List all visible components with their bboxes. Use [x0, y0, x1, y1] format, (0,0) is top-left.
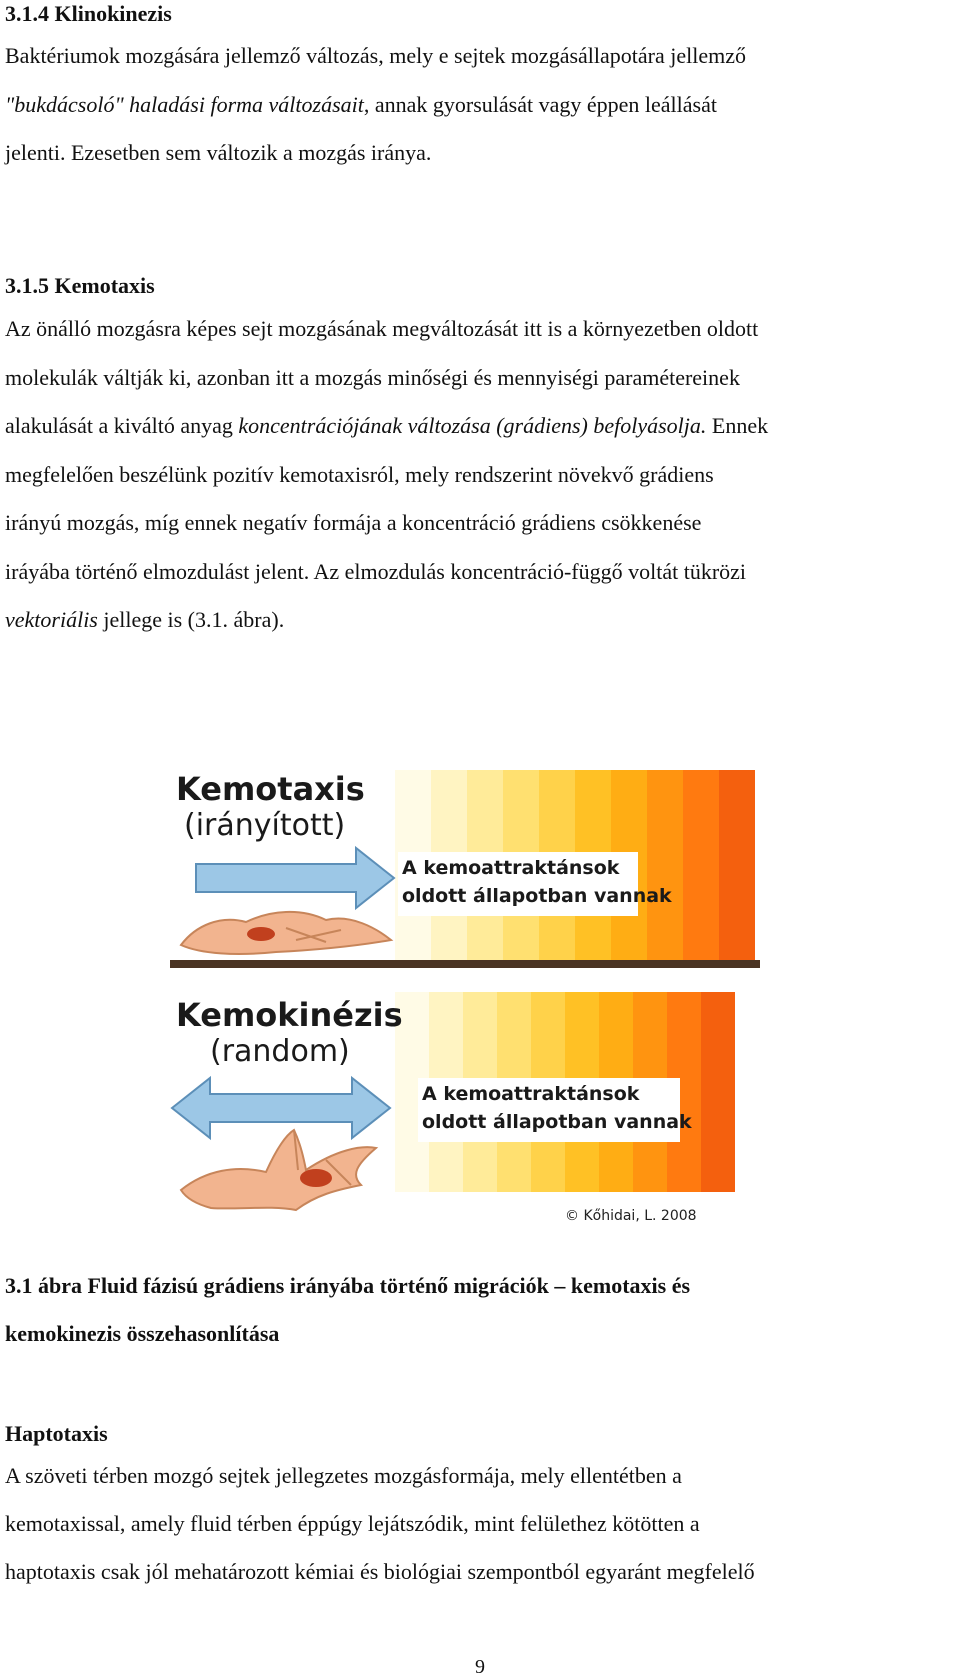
- surface-line: [170, 960, 760, 968]
- gradient-stripe: [719, 770, 755, 965]
- figure-subtitle: (random): [210, 1034, 350, 1069]
- paragraph-kemotaxis: [5, 305, 957, 645]
- figure-kemotaxis-kemokinezis: [170, 760, 760, 1230]
- text-line-italic: "bukdácsoló" haladási forma változásait: [5, 91, 364, 117]
- figure-label-line2: oldott állapotban vannak: [402, 885, 672, 907]
- figure-panel-kemotaxis: [170, 760, 760, 970]
- arrow-right-icon: [196, 848, 396, 908]
- text-line: , annak gyorsulását vagy éppen leállását: [363, 91, 717, 117]
- text-line: Az önálló mozgásra képes sejt mozgásának megváltozását itt is a környezetben oldott: [5, 316, 759, 341]
- figure-title: Kemotaxis: [176, 770, 365, 808]
- text-line-italic: koncentrációjának változása (grádiens) befolyásolja.: [238, 413, 707, 438]
- gradient-stripe: [647, 770, 683, 965]
- arrow-left-right-icon: [172, 1078, 392, 1138]
- figure-label-line1: A kemoattraktánsok: [422, 1083, 640, 1105]
- page-number: 9: [475, 1656, 485, 1678]
- cell-icon: [176, 900, 396, 960]
- text-line: Ennek: [706, 413, 769, 438]
- gradient-stripe: [683, 770, 719, 965]
- text-line-italic: vektoriális: [5, 607, 98, 632]
- figure-subtitle: (irányított): [184, 808, 346, 843]
- section-heading-klinokinezis: 3.1.4 Klinokinezis: [5, 1, 172, 26]
- text-line: Baktériumok mozgására jellemző változás, mely e sejtek mozgásállapotára jellemző: [5, 43, 746, 68]
- text-line: megfelelően beszélünk pozitív kemotaxisról, mely rendszerint növekvő grádiens: [5, 461, 714, 487]
- paragraph-klinokinezis: [5, 32, 957, 178]
- text-line: A szöveti térben mozgó sejtek jellegzetes mozgásformája, mely ellentétben a: [5, 1463, 682, 1488]
- text-line: irányú mozgás, míg ennek negatív formája a koncentráció grádiens csökkenése: [5, 510, 702, 535]
- text-line: jelenti. Ezesetben sem változik a mozgás iránya.: [5, 140, 432, 165]
- figure-label-line1: A kemoattraktánsok: [402, 857, 620, 879]
- text-line: jellege is (3.1. ábra).: [97, 607, 285, 632]
- text-line: iráyába történő elmozdulást jelent. Az elmozdulás koncentráció-függő voltát tükrözi: [5, 558, 747, 584]
- figure-copyright: © Kőhidai, L. 2008: [565, 1208, 697, 1224]
- paragraph-haptotaxis: [5, 1452, 957, 1596]
- section-heading-kemotaxis: 3.1.5 Kemotaxis: [5, 273, 155, 298]
- text-line: alakulását a kiváltó anyag: [5, 413, 239, 438]
- cell-icon: [176, 1130, 416, 1220]
- caption-line: 3.1 ábra Fluid fázisú grádiens irányába történő migrációk – kemotaxis és: [5, 1273, 691, 1298]
- gradient-stripe: [701, 992, 735, 1192]
- text-line: kemotaxissal, amely fluid térben éppúgy lejátszódik, mint felülethez kötötten a: [5, 1511, 700, 1536]
- text-line: haptotaxis csak jól mehatározott kémiai és biológiai szempontból egyaránt megfelelő: [5, 1559, 755, 1584]
- figure-panel-kemokinezis: [170, 982, 760, 1230]
- section-heading-haptotaxis: Haptotaxis: [5, 1421, 108, 1446]
- figure-caption: [5, 1262, 957, 1358]
- caption-line: kemokinezis összehasonlítása: [5, 1321, 280, 1346]
- figure-label-line2: oldott állapotban vannak: [422, 1111, 692, 1133]
- figure-title: Kemokinézis: [176, 996, 403, 1034]
- text-line: molekulák váltják ki, azonban itt a mozgás minőségi és mennyiségi paramétereinek: [5, 364, 740, 390]
